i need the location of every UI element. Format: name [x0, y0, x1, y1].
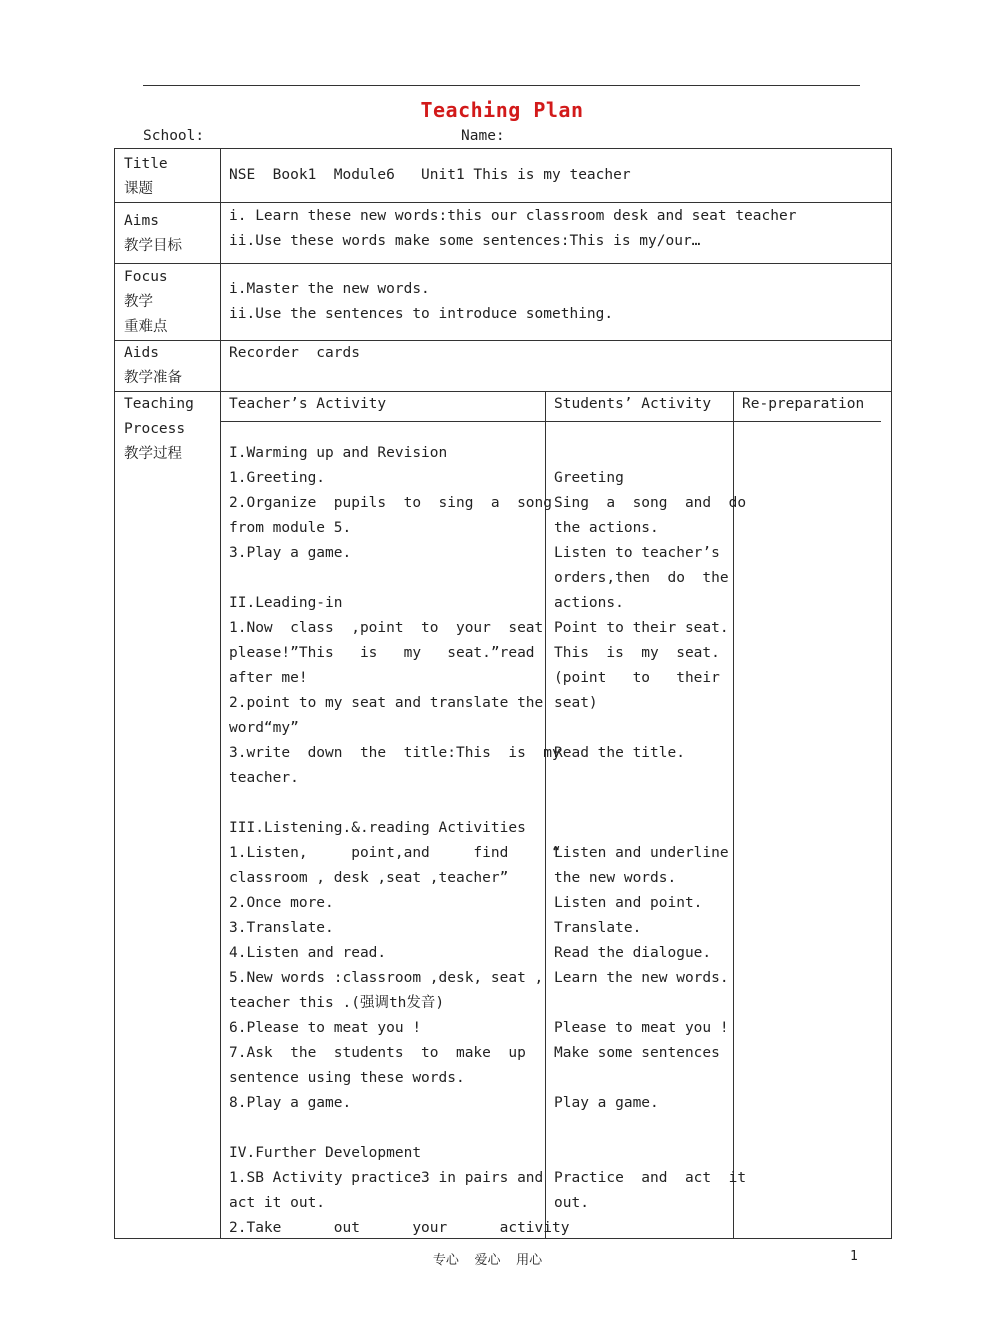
process-label-en2: Process: [124, 421, 186, 437]
teacher-activity-lines: [221, 422, 570, 1241]
row-focus: [115, 264, 892, 341]
student-line: seat): [554, 695, 598, 711]
row-title: [115, 149, 892, 203]
student-line: Practice and act it: [554, 1170, 747, 1186]
teacher-line: 2.Once more.: [229, 895, 334, 911]
title-label-cn: 课题: [124, 181, 153, 197]
student-line: Learn the new words.: [554, 970, 729, 986]
student-line: [554, 791, 725, 816]
teacher-activity-header: Teacher’s Activity: [221, 389, 545, 422]
teacher-line: word“my”: [229, 720, 299, 736]
student-line: orders,then do the: [554, 570, 729, 586]
teacher-line: 8.Play a game.: [229, 1095, 352, 1111]
teacher-line: 1.SB Activity practice3 in pairs and: [229, 1170, 544, 1186]
students-activity-lines: [546, 422, 747, 1241]
student-line: Greeting: [554, 470, 624, 486]
row-aids: [115, 341, 892, 392]
reprep-header: Re-preparation: [734, 389, 881, 422]
teacher-line: from module 5.: [229, 520, 352, 536]
student-line: the actions.: [554, 520, 659, 536]
teacher-line: 3.Play a game.: [229, 545, 352, 561]
page-number: 1: [850, 1249, 858, 1264]
student-line: [554, 1066, 725, 1091]
student-line: This is my seat.: [554, 645, 720, 661]
teacher-line: 2.point to my seat and translate the: [229, 695, 544, 711]
student-line: (point to their: [554, 670, 720, 686]
focus-line: i.Master the new words.: [229, 281, 430, 297]
teacher-line: 5.New words :classroom ,desk, seat ,: [229, 970, 544, 986]
teacher-line: 1.Greeting.: [229, 470, 326, 486]
teacher-line: III.Listening.&.reading Activities: [229, 820, 526, 836]
teacher-line: I.Warming up and Revision: [229, 445, 448, 461]
student-line: Listen to teacher’s: [554, 545, 720, 561]
teacher-line: after me!: [229, 670, 308, 686]
header-rule: [143, 85, 860, 86]
student-line: [554, 1116, 725, 1141]
reprep-column: [734, 392, 891, 1238]
student-line: [554, 716, 725, 741]
name-label: Name:: [461, 128, 505, 144]
student-line: out.: [554, 1195, 589, 1211]
student-line: [554, 1141, 725, 1166]
student-line: [554, 766, 725, 791]
student-line: Play a game.: [554, 1095, 659, 1111]
aims-label-cn: 教学目标: [124, 238, 182, 254]
teacher-line: 7.Ask the students to make up: [229, 1045, 526, 1061]
student-line: Listen and underline: [554, 845, 729, 861]
teacher-line: act it out.: [229, 1195, 326, 1211]
row-aims: [115, 203, 892, 264]
student-line: Please to meat you !: [554, 1020, 729, 1036]
footer-motto: 专心 爱心 用心: [432, 1253, 543, 1268]
aids-label-cn: 教学准备: [124, 370, 182, 386]
process-label-en: Teaching: [124, 396, 194, 412]
teacher-line: 6.Please to meat you !: [229, 1020, 422, 1036]
teacher-line: 3.Translate.: [229, 920, 334, 936]
row-process: [115, 392, 892, 1239]
teacher-line: IV.Further Development: [229, 1145, 422, 1161]
teaching-plan-table: [114, 148, 892, 1239]
teacher-line: [229, 566, 537, 591]
aids-label-en: Aids: [124, 345, 159, 361]
student-line: Point to their seat.: [554, 620, 729, 636]
title-value: NSE Book1 Module6 Unit1 This is my teacher: [229, 167, 631, 183]
teacher-line: please!”This is my seat.”read: [229, 645, 535, 661]
teacher-line: 1.Now class ,point to your seat: [229, 620, 544, 636]
teacher-line: 3.write down the title:This is my: [229, 745, 561, 761]
teacher-line: teacher this .(强调th发音): [229, 995, 445, 1011]
page-title: Teaching Plan: [420, 98, 584, 122]
teacher-line: 2.Take out your activity: [229, 1220, 570, 1236]
students-activity-header: Students’ Activity: [546, 389, 733, 422]
aims-line: ii.Use these words make some sentences:This is my/our…: [229, 233, 701, 249]
aims-label-en: Aims: [124, 213, 159, 229]
student-line: [554, 1216, 725, 1241]
teacher-line: 4.Listen and read.: [229, 945, 387, 961]
student-line: Sing a song and do: [554, 495, 747, 511]
student-line: Read the title.: [554, 745, 685, 761]
student-line: Make some sentences: [554, 1045, 720, 1061]
focus-label-cn: 教学: [124, 294, 153, 310]
title-label-en: Title: [124, 156, 168, 172]
student-line: the new words.: [554, 870, 677, 886]
aids-value: Recorder cards: [229, 345, 360, 361]
student-line: actions.: [554, 595, 624, 611]
student-line: [554, 816, 725, 841]
student-line: [554, 441, 725, 466]
student-line: [554, 991, 725, 1016]
teacher-line: sentence using these words.: [229, 1070, 465, 1086]
process-label-cn: 教学过程: [124, 446, 182, 462]
focus-line: ii.Use the sentences to introduce something.: [229, 306, 614, 322]
focus-label-en: Focus: [124, 269, 168, 285]
teacher-line: [229, 1116, 537, 1141]
teacher-line: 1.Listen, point,and find “: [229, 845, 561, 861]
teacher-line: II.Leading-in: [229, 595, 343, 611]
teacher-line: classroom , desk ,seat ,teacher”: [229, 870, 509, 886]
student-line: Listen and point.: [554, 895, 703, 911]
teacher-activity-column: [221, 392, 570, 1238]
students-activity-column: [546, 392, 747, 1238]
teacher-line: [229, 791, 537, 816]
aims-line: i. Learn these new words:this our classroom desk and seat teacher: [229, 208, 797, 224]
teacher-line: teacher.: [229, 770, 299, 786]
teacher-line: 2.Organize pupils to sing a song: [229, 495, 553, 511]
student-line: Translate.: [554, 920, 642, 936]
school-label: School:: [143, 128, 205, 144]
focus-label-cn2: 重难点: [124, 319, 168, 335]
student-line: Read the dialogue.: [554, 945, 712, 961]
